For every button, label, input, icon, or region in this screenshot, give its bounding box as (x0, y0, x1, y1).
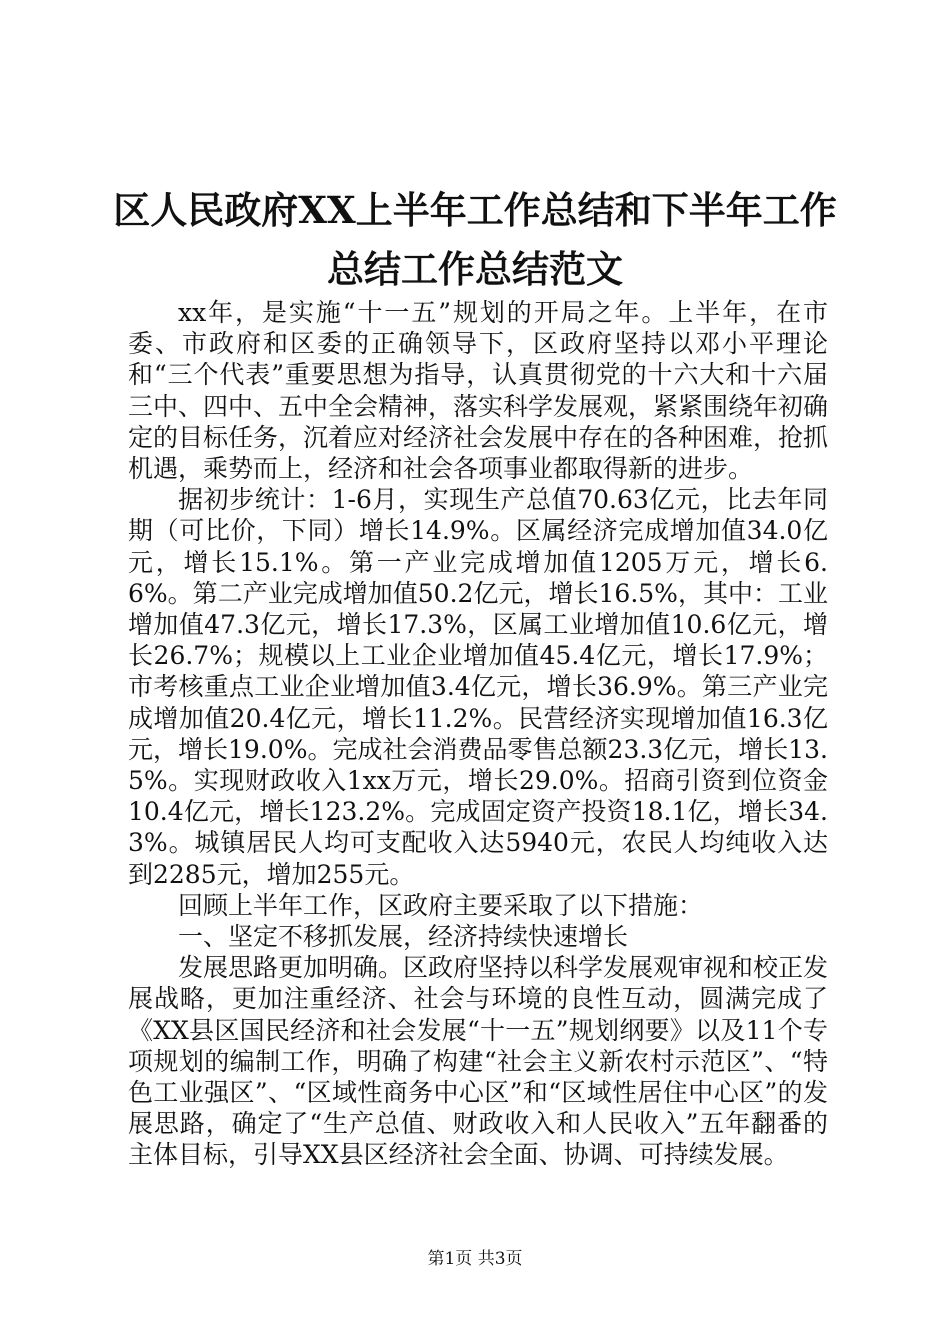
paragraph-development: 发展思路更加明确。区政府坚持以科学发展观审视和校正发展战略，更加注重经济、社会与环境的良性互动，圆满完成了《XX县区国民经济和社会发展“十一五”规划纲要》以及11个专项规划的编制工作，明确了构建“社会主义新农村示范区”、“特色工业强区”、“区域性商务中心区”和“区域性居住中心区”的发展思路，确定了“生产总值、财政收入和人民收入”五年翻番的主体目标，引导XX县区经济社会全面、协调、可持续发展。 (128, 953, 829, 1170)
paragraph-statistics: 据初步统计：1-6月，实现生产总值70.63亿元，比去年同期（可比价，下同）增长14.9%。区属经济完成增加值34.0亿元，增长15.1%。第一产业完成增加值1205万元，增长6.6%。第二产业完成增加值50.2亿元，增长16.5%，其中：工业增加值47.3亿元，增长17.3%，区属工业增加值10.6亿元，增长26.7%；规模以上工业企业增加值45.4亿元，增长17.9%；市考核重点工业企业增加值3.4亿元，增长36.9%。第三产业完成增加值20.4亿元，增长11.2%。民营经济实现增加值16.3亿元，增长19.0%。完成社会消费品零售总额23.3亿元，增长13.5%。实现财政收入1xx万元，增长29.0%。招商引资到位资金10.4亿元，增长123.2%。完成固定资产投资18.1亿，增长34.3%。城镇居民人均可支配收入达5940元，农民人均纯收入达到2285元，增加255元。 (128, 485, 828, 889)
paragraph-intro: xx年，是实施“十一五”规划的开局之年。上半年，在市委、市政府和区委的正确领导下，区政府坚持以邓小平理论和“三个代表”重要思想为指导，认真贯彻党的十六大和十六届三中、四中、五中全会精神，落实科学发展观，紧紧围绕年初确定的目标任务，沉着应对经济社会发展中存在的各种困难，抢抓机遇，乘势而上，经济和社会各项事业都取得新的进步。 (128, 298, 829, 484)
document-body (128, 297, 828, 1171)
document-title-line-1: 区人民政府XX上半年工作总结和下半年工作 (113, 188, 837, 232)
section-heading-1: 一、坚定不移抓发展，经济持续快速增长 (178, 922, 629, 952)
paragraph-review: 回顾上半年工作，区政府主要采取了以下措施： (178, 890, 704, 920)
document-title-line-2: 总结工作总结范文 (327, 247, 623, 291)
page-footer: 第1页 共3页 (427, 1249, 523, 1269)
